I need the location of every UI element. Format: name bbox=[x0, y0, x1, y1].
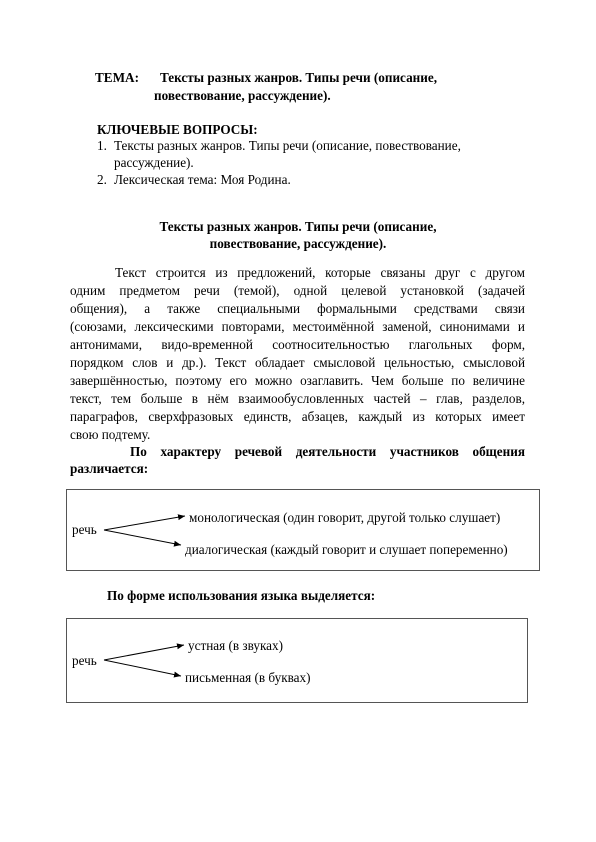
paragraph-last-line: свою подтему. bbox=[70, 427, 151, 442]
paragraph-line: антонимами, видо-временной соотносительностью глагольных форм, bbox=[70, 337, 525, 352]
form-heading: По форме использования языка выделяется: bbox=[107, 588, 376, 603]
paragraph-line: Текст строится из предложений, которые связаны друг с другом bbox=[115, 265, 525, 280]
topic-label: ТЕМА: bbox=[95, 70, 139, 85]
topic-title-line2: повествование, рассуждение). bbox=[154, 88, 331, 103]
activity-heading-line2: различается: bbox=[70, 461, 149, 476]
diagram1-root: речь bbox=[72, 522, 97, 537]
section-title-line1: Тексты разных жанров. Типы речи (описание, bbox=[159, 219, 437, 234]
diagram1-branch-dialogue: диалогическая (каждый говорит и слушает попеременно) bbox=[185, 542, 508, 557]
questions-heading: КЛЮЧЕВЫЕ ВОПРОСЫ: bbox=[97, 122, 258, 137]
diagram2-branch-oral: устная (в звуках) bbox=[188, 638, 284, 653]
activity-heading-line1: По характеру речевой деятельности участников общения bbox=[130, 444, 525, 459]
section-title-line2: повествование, рассуждение). bbox=[209, 236, 387, 251]
diagram1-branch-monologue: монологическая (один говорит, другой только слушает) bbox=[189, 510, 501, 525]
language-form-diagram bbox=[66, 618, 528, 703]
question-1-line2: рассуждение). bbox=[114, 155, 194, 170]
paragraph-line: параграфов, сверхфразовых единств, абзацев, каждый из которых имеет bbox=[70, 409, 525, 424]
paragraph-line: завершённостью, поэтому его можно озаглавить. Чем больше по величине bbox=[70, 373, 525, 388]
paragraph-line: порядком слов и др.). Текст обладает смысловой цельностью, смысловой bbox=[70, 355, 525, 370]
paragraph-line: одним предметом речи (темой), одной целевой установкой (задачей bbox=[70, 283, 525, 298]
question-1-line1: Тексты разных жанров. Типы речи (описание, повествование, bbox=[114, 138, 461, 153]
paragraph-line: (союзами, лексическими повторами, местоимённой заменой, синонимами и bbox=[70, 319, 525, 334]
paragraph-line: текст, тем больше в нём взаимообусловленных частей – глав, разделов, bbox=[70, 391, 525, 406]
question-1-number: 1. bbox=[97, 138, 107, 153]
question-2-number: 2. bbox=[97, 172, 107, 187]
diagram2-root: речь bbox=[72, 653, 97, 668]
paragraph-line: общения), а также специальными формальными средствами связи bbox=[70, 301, 525, 316]
topic-title-line1: Тексты разных жанров. Типы речи (описание, bbox=[160, 70, 438, 85]
diagram2-branch-written: письменная (в буквах) bbox=[185, 670, 311, 685]
question-2-line1: Лексическая тема: Моя Родина. bbox=[114, 172, 291, 187]
